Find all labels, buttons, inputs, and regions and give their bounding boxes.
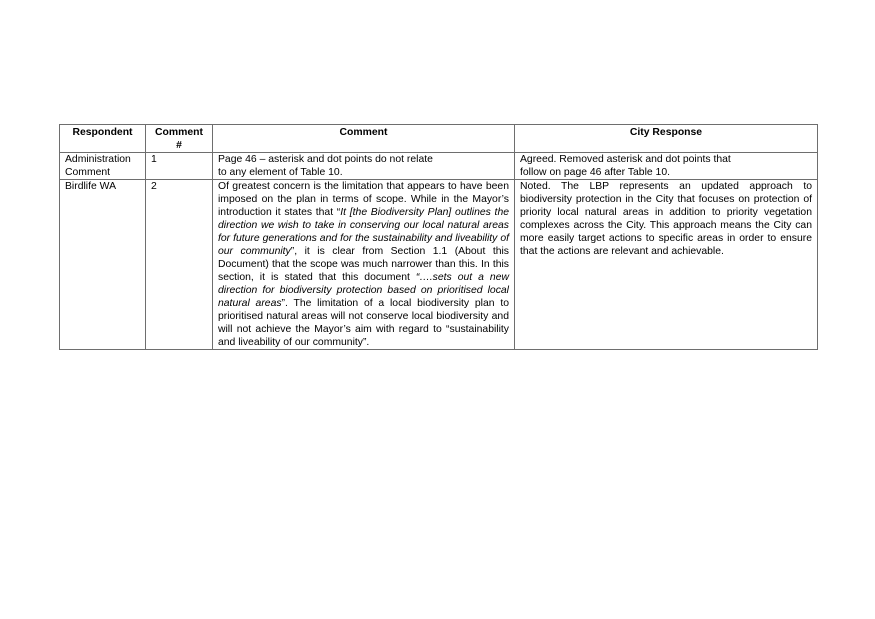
comment-text: Of greatest concern is the limitation that appears to have been imposed on the plan in terms of scope. While in the Mayor’s introduction it states that “It [the Biodiversity Plan] outlines the direction we wish to take in conserving our local natural areas for future generations and for the sustainability and liveability of our community”, it is clear from Section 1.1 (About this Document) that the scope was much narrower than this. In this section, it is stated that this document “….sets out a new direction for biodiversity protection based on prioritised local natural areas”. The limitation of a local biodiversity plan to prioritised natural areas will not conserve local biodiversity and will not achieve the Mayor’s aim with regard to “sustainability and liveability of our community”. bbox=[218, 181, 510, 348]
cell-comment-number: 1 bbox=[146, 153, 213, 180]
header-comment: Comment bbox=[213, 125, 515, 153]
cell-city-response bbox=[515, 180, 818, 350]
cell-comment: Page 46 – asterisk and dot points do not relate to any element of Table 10. bbox=[213, 153, 515, 180]
header-city-response: City Response bbox=[515, 125, 818, 153]
table-row bbox=[60, 153, 818, 180]
table-row bbox=[60, 180, 818, 350]
cell-respondent: Administration Comment bbox=[60, 153, 146, 180]
table-header-row bbox=[60, 125, 818, 153]
cell-comment bbox=[213, 180, 515, 350]
header-respondent: Respondent bbox=[60, 125, 146, 153]
header-comment-number: Comment # bbox=[146, 125, 213, 153]
response-text: Noted. The LBP represents an updated approach to biodiversity protection in the City that focuses on protection of priority local natural areas in addition to priority vegetation complexes across the City. This approach means the City can more easily target actions to specific areas in order to ensure that the actions are relevant and achievable. bbox=[520, 181, 812, 257]
comments-table bbox=[59, 124, 818, 350]
cell-comment-number: 2 bbox=[146, 180, 213, 350]
cell-respondent: Birdlife WA bbox=[60, 180, 146, 350]
cell-city-response: Agreed. Removed asterisk and dot points that follow on page 46 after Table 10. bbox=[515, 153, 818, 180]
